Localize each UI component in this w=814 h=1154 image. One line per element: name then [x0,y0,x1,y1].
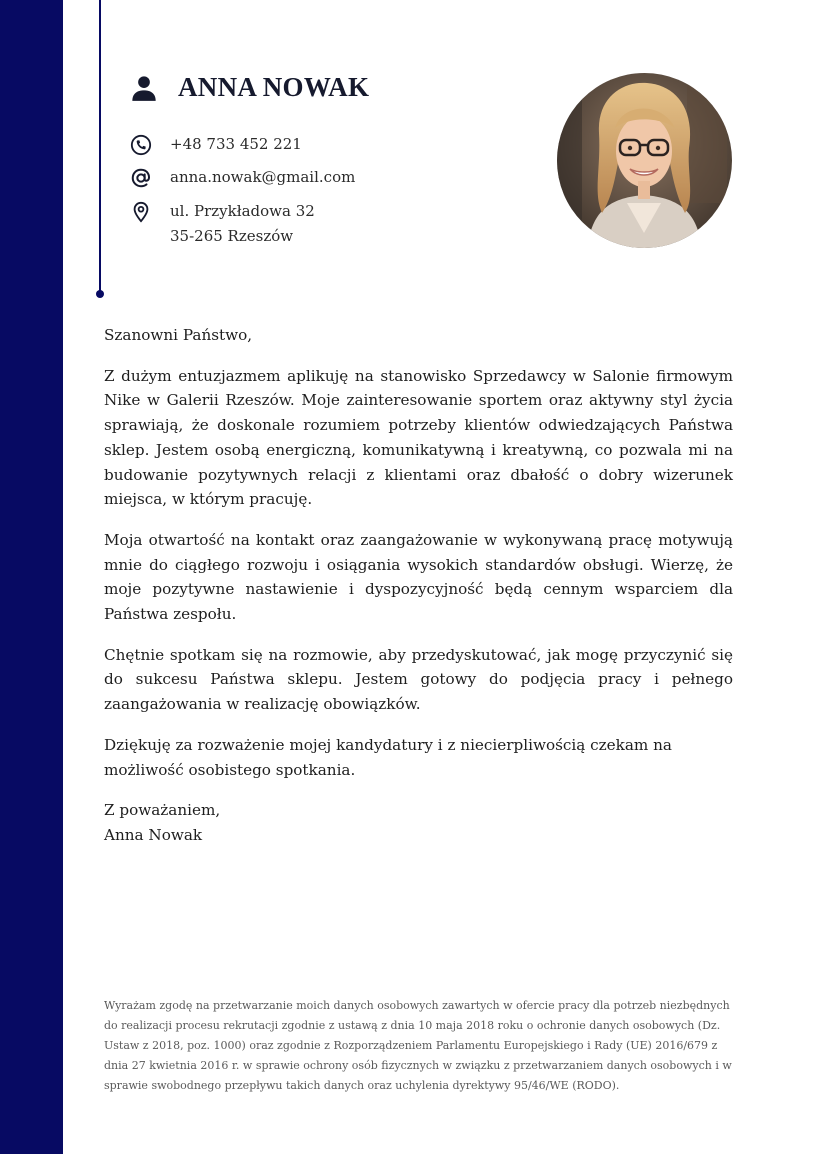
letter-paragraph-4: Dziękuję za rozważenie mojej kandydatury i z niecierpliwością czekam na możliwość osobistego spotkania. [104,735,672,779]
email-address: anna.nowak@gmail.com [170,168,356,186]
at-icon [130,167,152,189]
address-city: 35-265 Rzeszów [170,227,294,245]
letter-body [104,323,733,848]
letter-paragraph-3: Chętnie spotkam się na rozmowie, aby przedyskutować, jak mogę przyczynić się do sukcesu Państwa sklepu. Jestem gotowy do podjęcia pracy i pełnego zaangażowania w realizację obowiązków. [104,645,733,714]
contact-phone [130,134,302,157]
profile-photo [557,73,732,248]
contact-email [130,167,355,190]
phone-number: +48 733 452 221 [170,135,302,153]
candidate-name: ANNA NOWAK [178,72,370,102]
sidebar-accent [0,0,63,1154]
phone-icon [130,134,152,156]
letter-greeting: Szanowni Państwo, [104,326,253,344]
address-street: ul. Przykładowa 32 [170,202,315,220]
gdpr-consent-clause: Wyrażam zgodę na przetwarzanie moich danych osobowych zawartych w ofercie pracy dla potrzeb niezbędnych do realizacji procesu rekrutacji zgodnie z ustawą z dnia 10 maja 2018 roku o ochronie danych osobowych (Dz. Ustaw z 2018, poz. 1000) oraz zgodnie z Rozporządzeniem Parlamentu Europejskiego i Rady (UE) 2016/679 z dnia 27 kwietnia 2016 r. w sprawie ochrony osób fizycznych w związku z przetwarzaniem danych osobowych i w sprawie swobodnego przepływu takich danych oraz uchylenia dyrektywy 95/46/WE (RODO). [104,999,732,1092]
timeline-dot [96,290,104,298]
name-header [130,72,369,103]
letter-closing: Z poważaniem, [104,801,221,820]
location-pin-icon [130,201,152,223]
letter-paragraph-2: Moja otwartość na kontakt oraz zaangażowanie w wykonywaną pracę motywują mnie do ciągłego rozwoju i osiągania wysokich standardów obsługi. Wierzę, że moje pozytywne nastawienie i dyspozycyjność będą cennym wsparciem dla Państwa zespołu. [104,530,733,624]
contact-address [130,201,315,249]
letter-signature: Anna Nowak [104,825,203,844]
timeline-line [99,0,101,293]
person-icon [130,74,158,102]
letter-paragraph-1: Z dużym entuzjazmem aplikuję na stanowisko Sprzedawcy w Salonie firmowym Nike w Galerii Rzeszów. Moje zainteresowanie sportem oraz aktywny styl życia sprawiają, że doskonale rozumiem potrzeby klientów odwiedzających Państwa sklep. Jestem osobą energiczną, komunikatywną i kreatywną, co pozwala mi na budowanie pozytywnych relacji z klientami oraz dbałość o dobry wizerunek miejsca, w którym pracuję. [104,366,733,509]
